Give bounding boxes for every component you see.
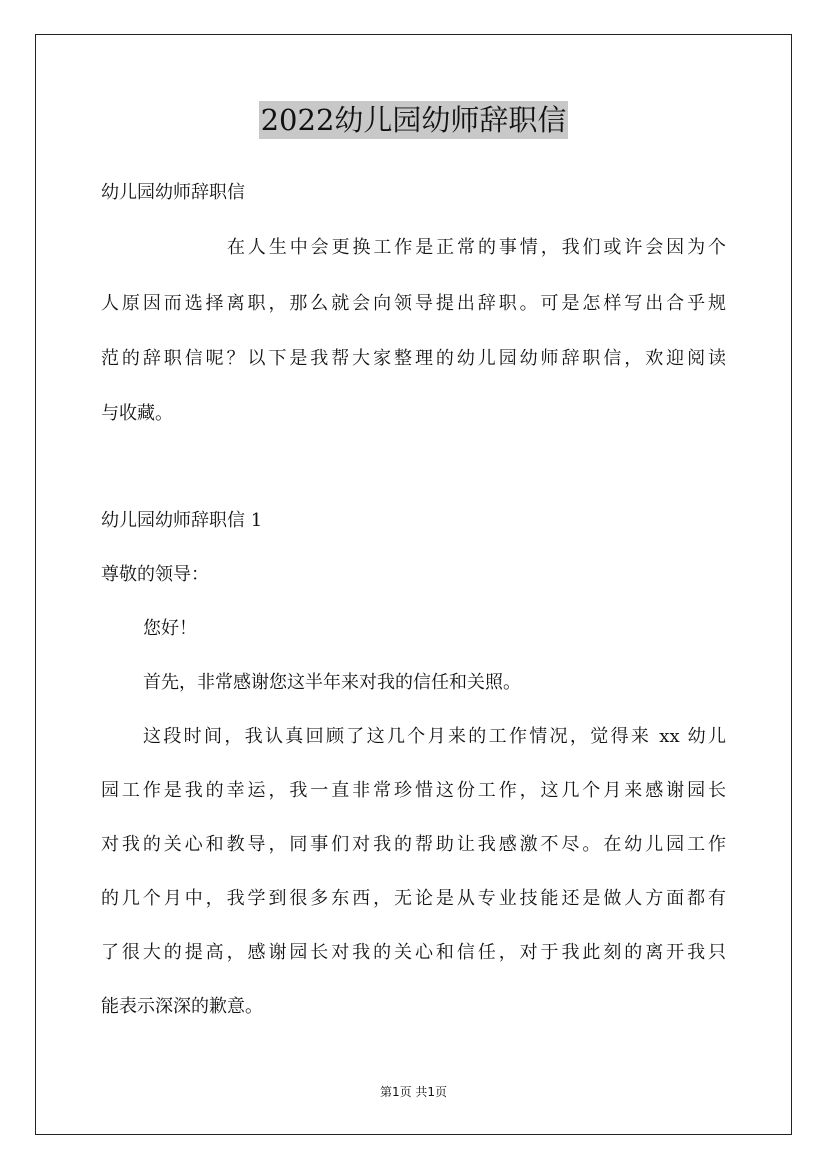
document-title-text: 2022幼儿园幼师辞职信	[260, 103, 567, 137]
page-footer: 第1页 共1页	[379, 1085, 448, 1099]
greeting: 您好！	[143, 618, 197, 639]
paragraph-line: 能表示深深的歉意。	[101, 996, 263, 1017]
paragraph-line: 了很大的提高，感谢园长对我的关心和信任，对于我此刻的离开我只	[101, 942, 726, 963]
paragraph-line: 这段时间，我认真回顾了这几个月来的工作情况，觉得来 xx 幼儿	[143, 726, 726, 747]
intro-line: 范的辞职信呢？以下是我帮大家整理的幼儿园幼师辞职信，欢迎阅读	[101, 348, 726, 369]
salutation: 尊敬的领导：	[101, 564, 209, 585]
intro-line: 与收藏。	[101, 403, 173, 424]
paragraph-line: 的几个月中，我学到很多东西，无论是从专业技能还是做人方面都有	[101, 888, 726, 909]
section-heading: 幼儿园幼师辞职信	[101, 182, 245, 203]
intro-line: 人原因而选择离职，那么就会向领导提出辞职。可是怎样写出合乎规	[101, 293, 726, 314]
paragraph-line: 对我的关心和教导，同事们对我的帮助让我感激不尽。在幼儿园工作	[101, 834, 726, 855]
paragraph-line: 园工作是我的幸运，我一直非常珍惜这份工作，这几个月来感谢园长	[101, 780, 726, 801]
paragraph-thanks: 首先，非常感谢您这半年来对我的信任和关照。	[143, 672, 521, 693]
intro-line: 在人生中会更换工作是正常的事情，我们或许会因为个	[227, 237, 726, 258]
document-title	[0, 99, 827, 141]
letter-heading: 幼儿园幼师辞职信 1	[101, 510, 263, 531]
